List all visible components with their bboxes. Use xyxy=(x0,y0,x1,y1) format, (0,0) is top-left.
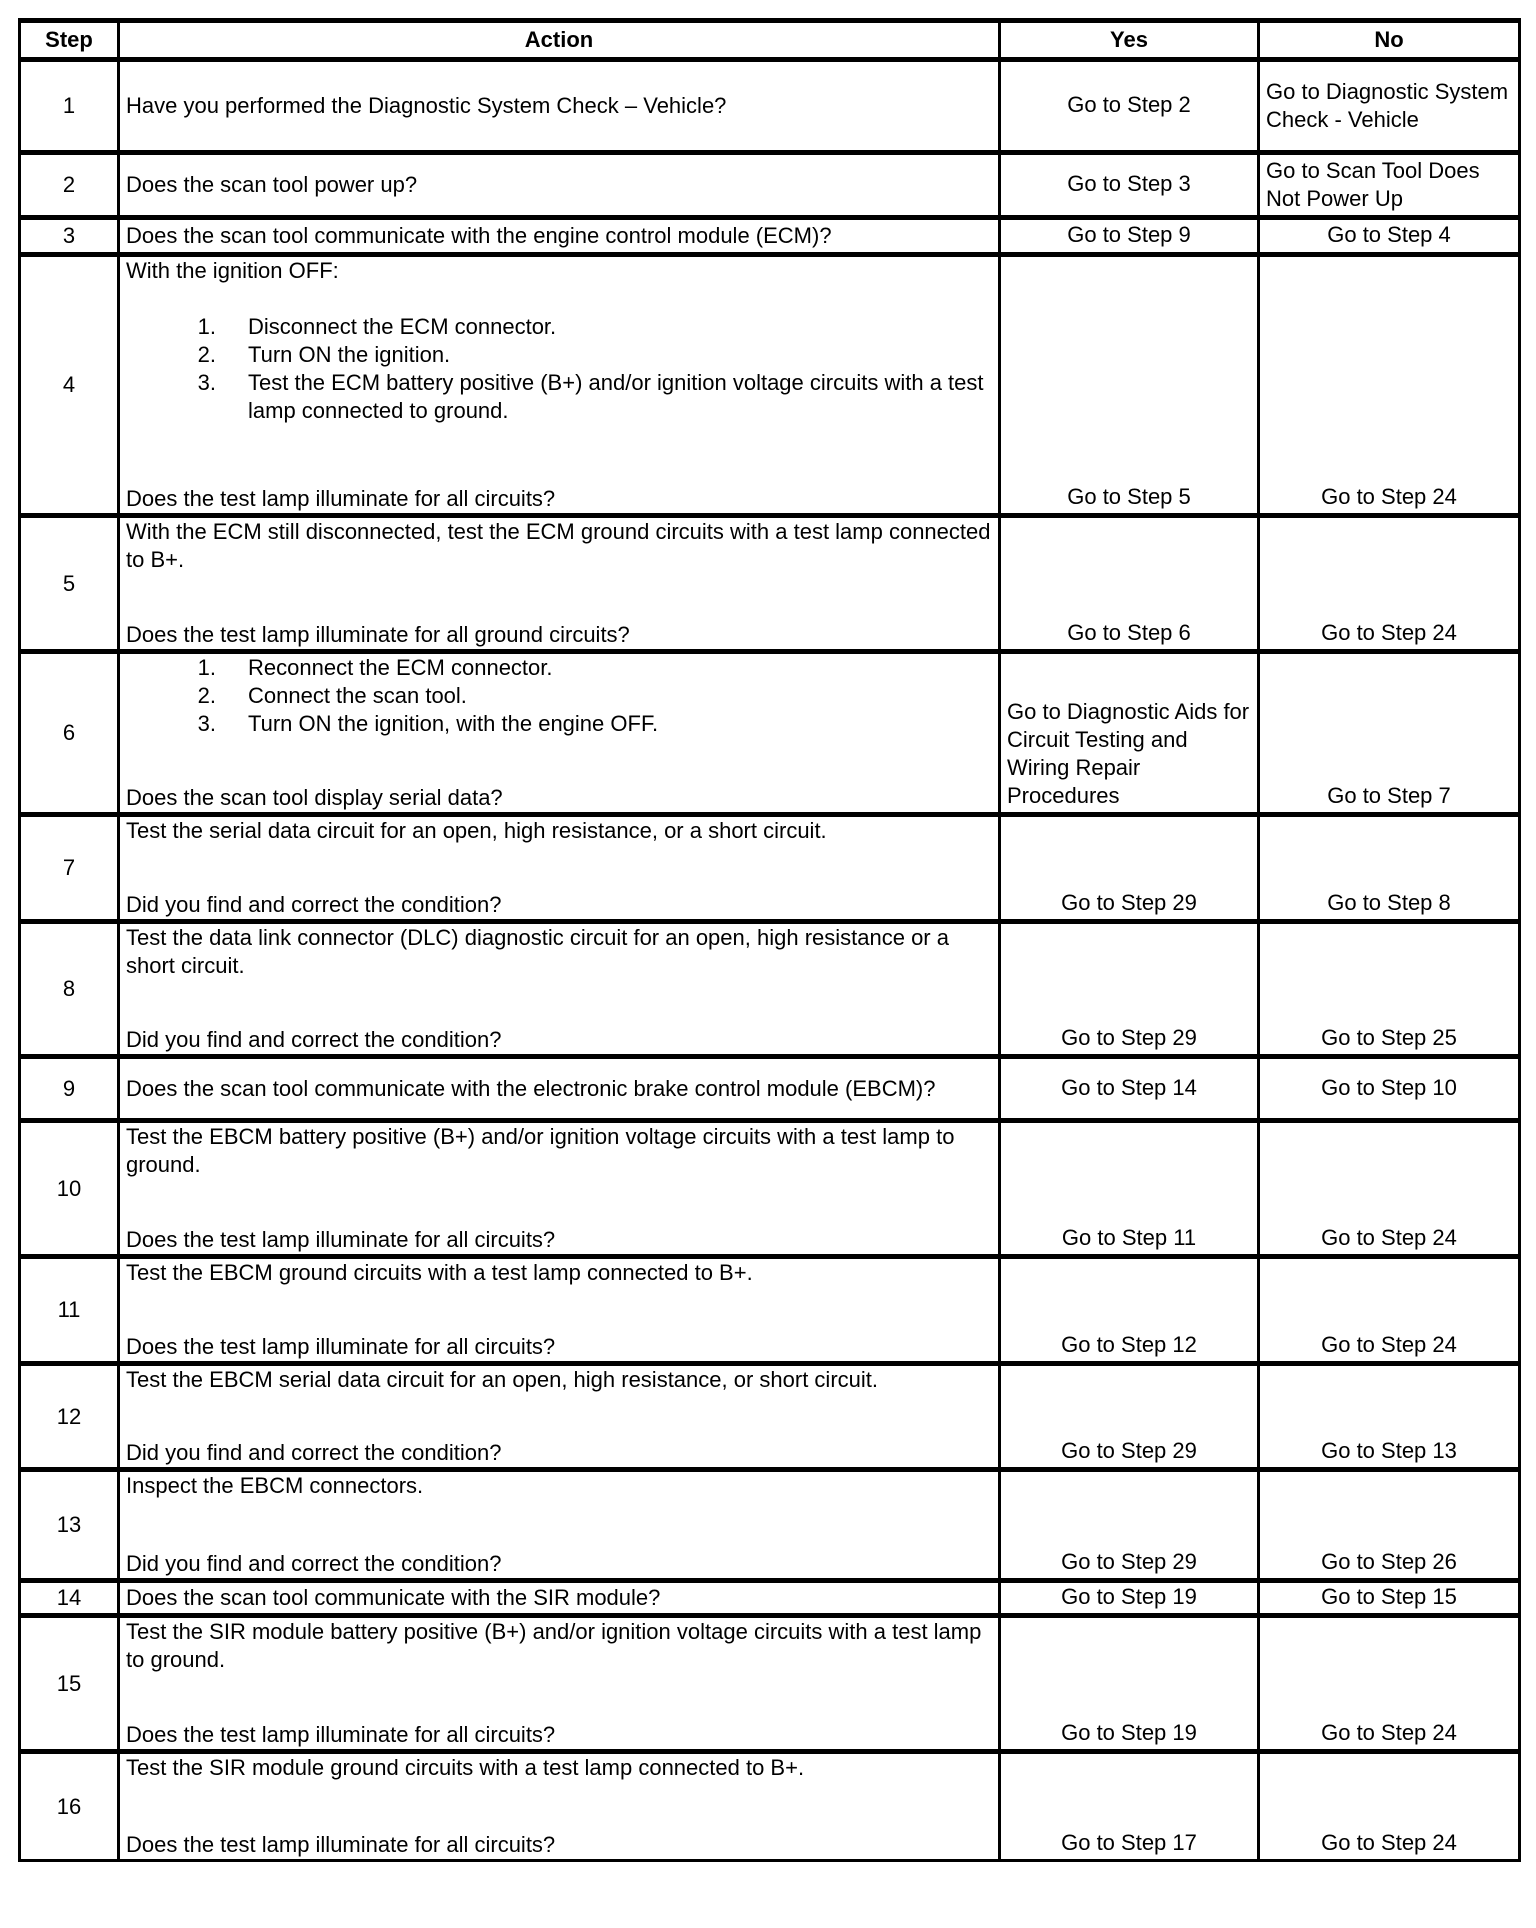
action-question: Did you find and correct the condition? xyxy=(126,1027,502,1052)
step-number: 16 xyxy=(20,1752,119,1861)
yes-cell: Go to Step 2 xyxy=(1000,60,1259,153)
table-row xyxy=(20,1470,1520,1581)
table-row xyxy=(20,1257,1520,1364)
action-instruction: With the ECM still disconnected, test the ECM ground circuits with a test lamp connected to B+. xyxy=(126,519,991,572)
action-cell xyxy=(119,218,1000,255)
table-row xyxy=(20,815,1520,922)
diagnostic-steps-table xyxy=(18,18,1521,1862)
table-row xyxy=(20,516,1520,652)
no-cell: Go to Step 24 xyxy=(1259,1616,1520,1752)
action-content xyxy=(126,924,992,1054)
table-row xyxy=(20,1364,1520,1470)
table-row xyxy=(20,153,1520,218)
step-number: 9 xyxy=(20,1057,119,1121)
action-cell xyxy=(119,1470,1000,1581)
action-instruction: Test the SIR module ground circuits with a test lamp connected to B+. xyxy=(126,1755,805,1780)
action-content xyxy=(126,1075,992,1103)
action-cell xyxy=(119,153,1000,218)
list-text: Turn ON the ignition, with the engine OFF. xyxy=(248,711,659,736)
yes-cell: Go to Diagnostic Aids for Circuit Testing and Wiring Repair Procedures xyxy=(1000,652,1259,815)
no-cell: Go to Step 24 xyxy=(1259,255,1520,516)
header-step: Step xyxy=(20,21,119,60)
yes-cell: Go to Step 12 xyxy=(1000,1257,1259,1364)
no-cell: Go to Scan Tool Does Not Power Up xyxy=(1259,153,1520,218)
list-text: Reconnect the ECM connector. xyxy=(248,655,553,680)
yes-cell: Go to Step 19 xyxy=(1000,1581,1259,1616)
action-instruction: Does the scan tool communicate with the engine control module (ECM)? xyxy=(126,223,832,248)
action-cell xyxy=(119,1057,1000,1121)
action-content xyxy=(126,222,992,250)
action-content xyxy=(126,1366,992,1467)
step-number: 15 xyxy=(20,1616,119,1752)
no-cell: Go to Step 24 xyxy=(1259,1752,1520,1861)
action-content xyxy=(126,257,992,513)
no-cell: Go to Step 4 xyxy=(1259,218,1520,255)
action-content xyxy=(126,171,992,199)
action-content xyxy=(126,1259,992,1361)
table-row xyxy=(20,60,1520,153)
action-instruction: With the ignition OFF: xyxy=(126,258,339,283)
step-number: 5 xyxy=(20,516,119,652)
action-question: Does the test lamp illuminate for all ground circuits? xyxy=(126,622,630,647)
header-action: Action xyxy=(119,21,1000,60)
action-steps-list xyxy=(126,313,992,425)
list-item xyxy=(126,654,992,682)
yes-cell: Go to Step 5 xyxy=(1000,255,1259,516)
table-row xyxy=(20,1581,1520,1616)
table-row xyxy=(20,652,1520,815)
table-row xyxy=(20,922,1520,1057)
action-instruction: Does the scan tool communicate with the electronic brake control module (EBCM)? xyxy=(126,1075,936,1101)
list-text: Test the ECM battery positive (B+) and/or ignition voltage circuits with a test lamp connected to ground. xyxy=(248,370,984,423)
action-content xyxy=(126,1472,992,1578)
step-number: 11 xyxy=(20,1257,119,1364)
list-number: 3. xyxy=(197,370,216,395)
action-instruction: Does the scan tool power up? xyxy=(126,172,418,197)
action-question: Does the test lamp illuminate for all circuits? xyxy=(126,1722,556,1747)
action-instruction: Test the data link connector (DLC) diagnostic circuit for an open, high resistance or a short circuit. xyxy=(126,925,949,978)
table-row xyxy=(20,1121,1520,1257)
list-text: Connect the scan tool. xyxy=(248,683,467,708)
action-cell xyxy=(119,255,1000,516)
action-cell xyxy=(119,1752,1000,1861)
header-no: No xyxy=(1259,21,1520,60)
no-cell: Go to Step 24 xyxy=(1259,1121,1520,1257)
header-row xyxy=(20,21,1520,60)
list-number: 3. xyxy=(197,711,216,736)
action-cell xyxy=(119,922,1000,1057)
action-steps-list xyxy=(126,654,992,738)
action-instruction: Test the EBCM battery positive (B+) and/or ignition voltage circuits with a test lamp to ground. xyxy=(126,1124,955,1177)
table-row xyxy=(20,255,1520,516)
action-content xyxy=(126,1123,992,1254)
no-cell: Go to Step 24 xyxy=(1259,516,1520,652)
action-instruction: Inspect the EBCM connectors. xyxy=(126,1473,424,1498)
table-row xyxy=(20,218,1520,255)
action-instruction: Test the serial data circuit for an open, high resistance, or a short circuit. xyxy=(126,818,827,843)
action-instruction: Test the SIR module battery positive (B+) and/or ignition voltage circuits with a test lamp to ground. xyxy=(126,1619,982,1672)
action-content xyxy=(126,654,992,812)
no-cell: Go to Step 10 xyxy=(1259,1057,1520,1121)
step-number: 8 xyxy=(20,922,119,1057)
no-cell: Go to Step 25 xyxy=(1259,922,1520,1057)
yes-cell: Go to Step 29 xyxy=(1000,1364,1259,1470)
no-cell: Go to Step 24 xyxy=(1259,1257,1520,1364)
step-number: 10 xyxy=(20,1121,119,1257)
action-cell xyxy=(119,1581,1000,1616)
step-number: 1 xyxy=(20,60,119,153)
yes-cell: Go to Step 29 xyxy=(1000,1470,1259,1581)
action-cell xyxy=(119,1257,1000,1364)
action-content xyxy=(126,1618,992,1749)
action-instruction: Test the EBCM serial data circuit for an open, high resistance, or short circuit. xyxy=(126,1367,878,1392)
action-instruction: Have you performed the Diagnostic System Check – Vehicle? xyxy=(126,93,727,118)
action-content xyxy=(126,518,992,649)
no-cell: Go to Step 26 xyxy=(1259,1470,1520,1581)
action-question: Did you find and correct the condition? xyxy=(126,892,502,917)
step-number: 6 xyxy=(20,652,119,815)
yes-cell: Go to Step 17 xyxy=(1000,1752,1259,1861)
action-instruction: Test the EBCM ground circuits with a test lamp connected to B+. xyxy=(126,1260,753,1285)
yes-cell: Go to Step 29 xyxy=(1000,922,1259,1057)
no-cell: Go to Diagnostic System Check - Vehicle xyxy=(1259,60,1520,153)
table-row xyxy=(20,1752,1520,1861)
action-question: Does the scan tool display serial data? xyxy=(126,785,503,810)
action-cell xyxy=(119,1616,1000,1752)
list-number: 1. xyxy=(197,655,216,680)
action-content xyxy=(126,1754,992,1859)
list-item xyxy=(126,710,992,738)
step-number: 14 xyxy=(20,1581,119,1616)
step-number: 2 xyxy=(20,153,119,218)
action-question: Does the test lamp illuminate for all circuits? xyxy=(126,1334,556,1359)
header-yes: Yes xyxy=(1000,21,1259,60)
action-cell xyxy=(119,1121,1000,1257)
list-number: 2. xyxy=(197,342,216,367)
step-number: 3 xyxy=(20,218,119,255)
action-cell xyxy=(119,815,1000,922)
list-item xyxy=(126,341,992,369)
list-item xyxy=(126,369,992,425)
list-text: Disconnect the ECM connector. xyxy=(248,314,557,339)
action-question: Did you find and correct the condition? xyxy=(126,1551,502,1576)
yes-cell: Go to Step 19 xyxy=(1000,1616,1259,1752)
action-instruction: Does the scan tool communicate with the SIR module? xyxy=(126,1585,661,1610)
yes-cell: Go to Step 29 xyxy=(1000,815,1259,922)
no-cell: Go to Step 7 xyxy=(1259,652,1520,815)
step-number: 13 xyxy=(20,1470,119,1581)
action-cell xyxy=(119,516,1000,652)
action-question: Does the test lamp illuminate for all circuits? xyxy=(126,486,556,511)
no-cell: Go to Step 13 xyxy=(1259,1364,1520,1470)
no-cell: Go to Step 15 xyxy=(1259,1581,1520,1616)
step-number: 12 xyxy=(20,1364,119,1470)
yes-cell: Go to Step 9 xyxy=(1000,218,1259,255)
list-number: 2. xyxy=(197,683,216,708)
action-question: Does the test lamp illuminate for all circuits? xyxy=(126,1227,556,1252)
action-cell xyxy=(119,652,1000,815)
yes-cell: Go to Step 6 xyxy=(1000,516,1259,652)
action-content xyxy=(126,92,992,120)
action-question: Does the test lamp illuminate for all circuits? xyxy=(126,1832,556,1857)
list-text: Turn ON the ignition. xyxy=(248,342,451,367)
action-question: Did you find and correct the condition? xyxy=(126,1440,502,1465)
yes-cell: Go to Step 14 xyxy=(1000,1057,1259,1121)
list-item xyxy=(126,313,992,341)
step-number: 7 xyxy=(20,815,119,922)
action-content xyxy=(126,1584,992,1612)
list-item xyxy=(126,682,992,710)
yes-cell: Go to Step 11 xyxy=(1000,1121,1259,1257)
no-cell: Go to Step 8 xyxy=(1259,815,1520,922)
action-content xyxy=(126,817,992,919)
table-row xyxy=(20,1616,1520,1752)
list-number: 1. xyxy=(197,314,216,339)
table-row xyxy=(20,1057,1520,1121)
action-cell xyxy=(119,60,1000,153)
step-number: 4 xyxy=(20,255,119,516)
action-cell xyxy=(119,1364,1000,1470)
yes-cell: Go to Step 3 xyxy=(1000,153,1259,218)
